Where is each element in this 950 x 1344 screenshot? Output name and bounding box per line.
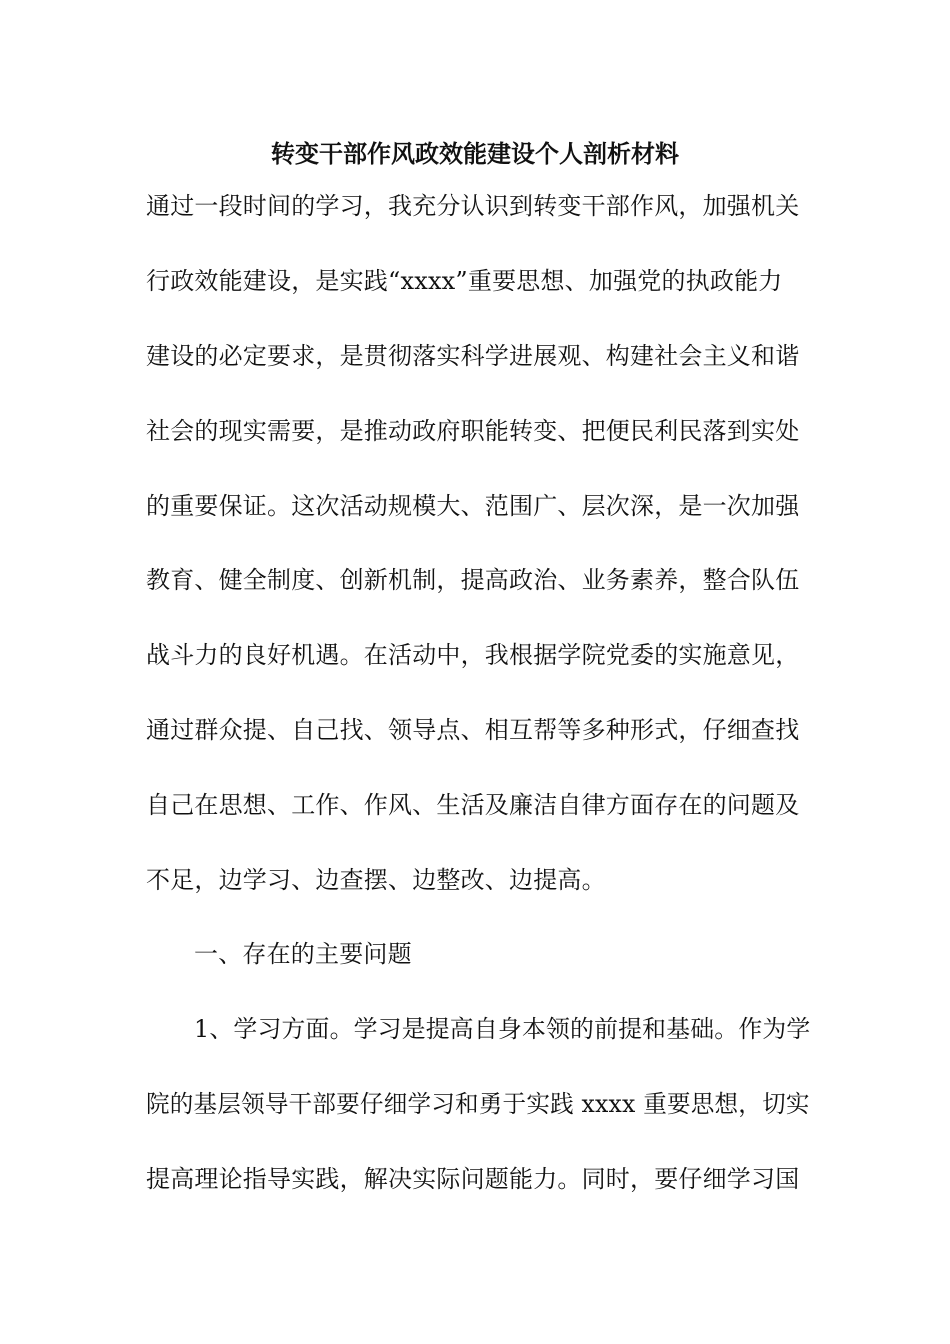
paragraph-line: 通过群众提、自己找、领导点、相互帮等多种形式，仔细查找 (146, 716, 800, 744)
document-title: 转变干部作风政效能建设个人剖析材料 (271, 139, 679, 168)
paragraph-line: 通过一段时间的学习，我充分认识到转变干部作风，加强机关 (146, 192, 800, 220)
paragraph-line: 教育、健全制度、创新机制，提高政治、业务素养，整合队伍 (146, 566, 800, 594)
paragraph-line: 自己在思想、工作、作风、生活及廉洁自律方面存在的问题及 (146, 791, 800, 819)
paragraph-line: 院的基层领导干部要仔细学习和勇于实践 xxxx 重要思想，切实 (146, 1090, 810, 1118)
paragraph-line: 不足，边学习、边查摆、边整改、边提高。 (146, 866, 606, 894)
paragraph-line: 战斗力的良好机遇。在活动中，我根据学院党委的实施意见， (146, 641, 800, 669)
paragraph-line: 1、学习方面。学习是提高自身本领的前提和基础。作为学 (194, 1015, 811, 1043)
section-heading: 一、存在的主要问题 (194, 940, 412, 968)
paragraph-line: 行政效能建设，是实践“xxxx”重要思想、加强党的执政能力 (146, 267, 783, 295)
paragraph-line: 建设的必定要求，是贯彻落实科学进展观、构建社会主义和谐 (146, 342, 800, 370)
paragraph-line: 的重要保证。这次活动规模大、范围广、层次深，是一次加强 (146, 492, 800, 520)
paragraph-line: 社会的现实需要，是推动政府职能转变、把便民利民落到实处 (146, 417, 800, 445)
paragraph-line: 提高理论指导实践，解决实际问题能力。同时，要仔细学习国 (146, 1165, 800, 1193)
